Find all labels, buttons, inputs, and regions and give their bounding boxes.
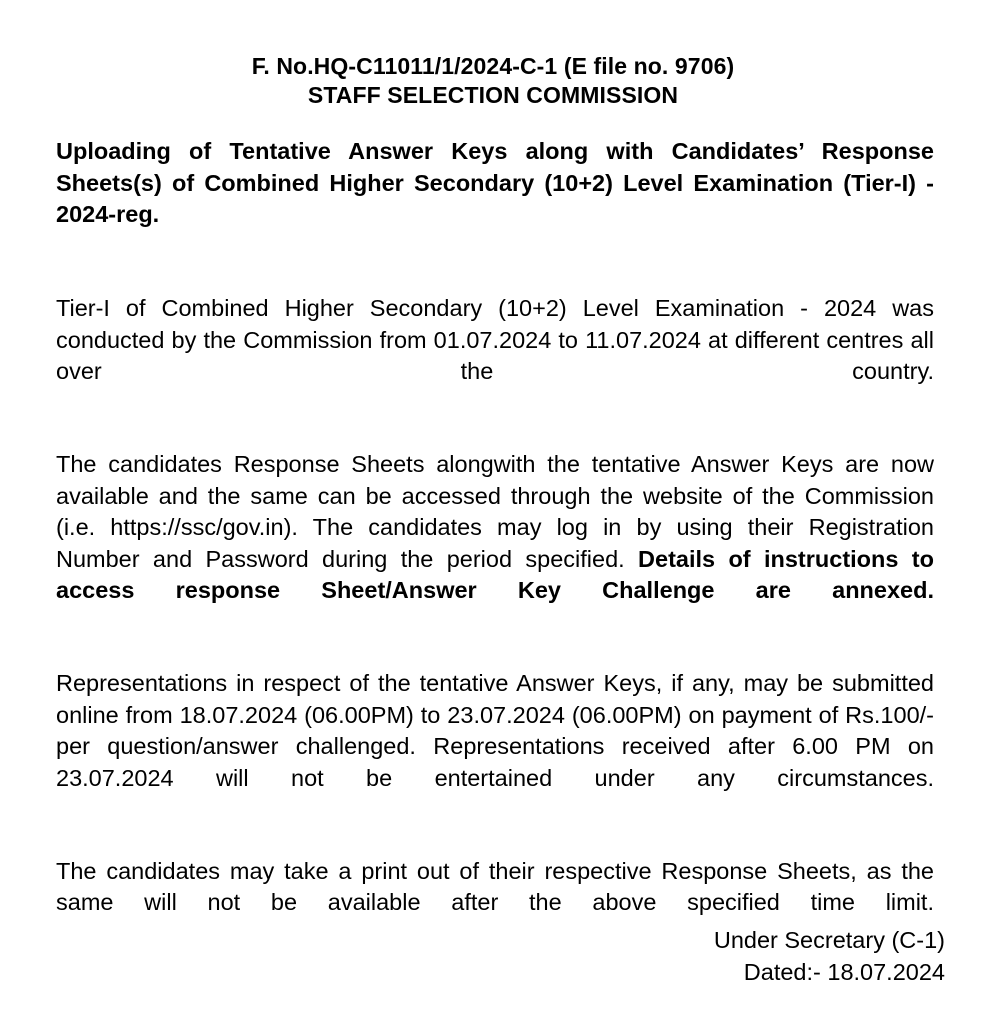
file-number: F. No.HQ-C11011/1/2024-C-1 (E file no. 9706): [251, 53, 735, 79]
signature-block: [714, 925, 945, 988]
subject-line: Uploading of Tentative Answer Keys along with Candidates’ Response Sheets(s) of Combined Higher Secondary (10+2) Level Examination (Tier-I) - 2024-reg.: [56, 138, 934, 227]
paragraph-representations: Representations in respect of the tentative Answer Keys, if any, may be submitted online from 18.07.2024 (06.00PM) to 23.07.2024 (06.00PM) on payment of Rs.100/- per question/answer challenged. Representations received after 6.00 PM on 23.07.2024 will not be entertained under any circumstances.: [56, 670, 934, 791]
signatory-designation: Under Secretary (C-1): [713, 927, 945, 953]
organization-name: STAFF SELECTION COMMISSION: [307, 82, 679, 108]
paragraph-printout: The candidates may take a print out of their respective Response Sheets, as the same will not be available after the above specified time limit.: [56, 857, 934, 915]
signature-date: Dated:- 18.07.2024: [743, 958, 945, 985]
availability-bold-text: Details of instructions to access response Sheet/Answer Key Challenge are annexed.: [56, 545, 934, 603]
availability-normal-text: The candidates Response Sheets alongwith the tentative Answer Keys are now available and the same can be accessed through the website of the Commission (i.e. https://ssc/gov.in). The candidates may log in by using their Registration Number and Password during the period specified.: [56, 451, 934, 572]
document-header: [0, 0, 986, 110]
paragraph-availability: [56, 449, 934, 638]
document-body: [56, 136, 934, 950]
paragraph-exam-conduct: Tier-I of Combined Higher Secondary (10+2) Level Examination - 2024 was conducted by the Commission from 01.07.2024 to 11.07.2024 at different centres all over the country.: [56, 295, 934, 384]
